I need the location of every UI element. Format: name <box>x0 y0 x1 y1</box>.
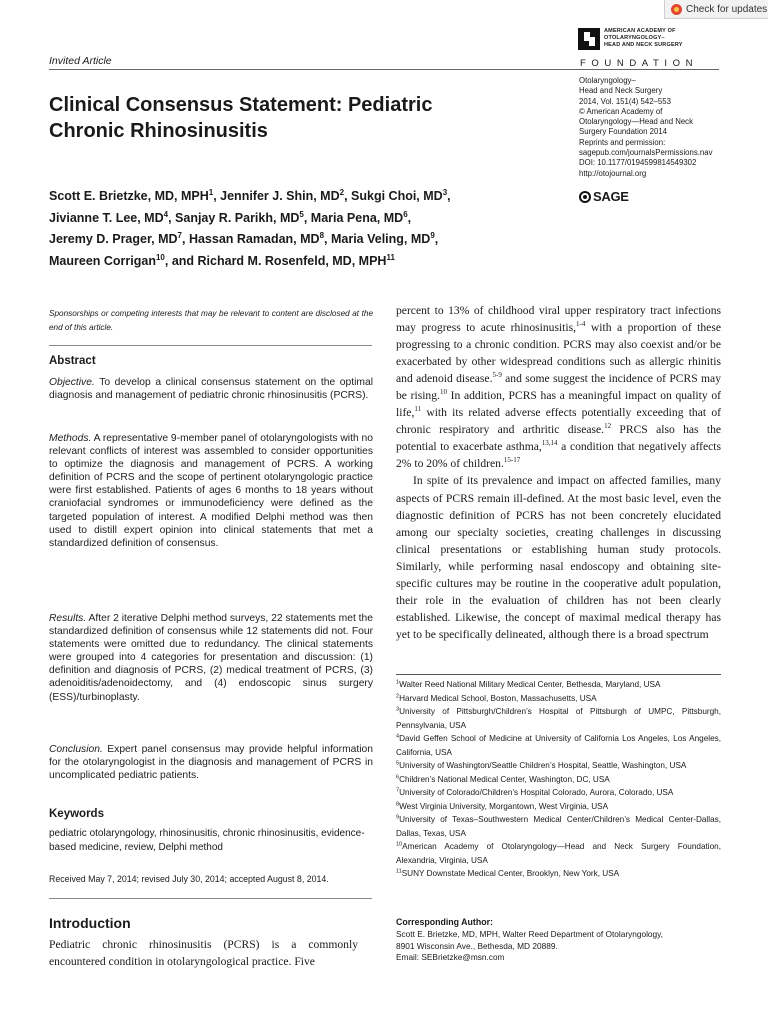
introduction-text: Pediatric chronic rhinosinusitis (PCRS) is a commonly encountered condition in otolaryngological practice. Five <box>49 938 358 968</box>
divider <box>49 345 372 346</box>
author-list: Scott E. Brietzke, MD, MPH$^1$, Jennifer J. Shin, $MD^2$, Sukgi Choi, $MD^3$, Jivianne T. Lee, $MD^4$, Sanjay R. Parikh, $MD^5$, Maria Pena, $MD^6$, Jeremy D. Prager, $MD^7$, Hassan Ramadan, $MD^8$, Maria Veling, $MD^9$, Maureen Corrigan$^{10}$, and Richard M. Rosenfeld, MD, MPH$^{11}$ <box>49 188 451 269</box>
journal-line-2: Head and Neck Surgery <box>579 86 663 96</box>
affiliations-rule <box>396 674 721 675</box>
author: Jeremy D. Prager, MD <box>49 232 178 247</box>
check-for-updates-button[interactable] <box>664 0 768 19</box>
affiliation-item: $^7$University of Colorado/Children’s Hospital Colorado, Aurora, Colorado, USA <box>396 787 674 797</box>
copyright-line-3: Surgery Foundation 2014 <box>579 127 667 137</box>
copyright-line-1: © American Academy of <box>579 106 663 116</box>
abstract-heading: Abstract <box>49 355 96 367</box>
author: Maureen Corrigan <box>49 254 156 269</box>
keywords-list: pediatric otolaryngology, rhinosinusitis, chronic rhinosinusitis, evidence-based medicine, review, Delphi method <box>49 828 365 853</box>
abstract-conclusion: Conclusion. Expert panel consensus may provide helpful information for the otolaryngologist in the diagnosis and management of PCRS in uncomplicated pediatric patients. <box>49 744 373 782</box>
check-for-updates-label: Check for updates <box>686 3 768 15</box>
academy-logo-icon <box>578 28 600 50</box>
sage-logo <box>579 189 629 204</box>
abstract-objective: Objective. To develop a clinical consensus statement on the optimal diagnosis and management of pediatric chronic rhinosinusitis (PCRS). <box>49 377 373 402</box>
affiliation-item: $^5$University of Washington/Seattle Children’s Hospital, Seattle, Washington, USA <box>396 760 687 770</box>
journal-line-1: Otolaryngology– <box>579 76 636 85</box>
corresponding-author-label: Corresponding Author: <box>396 917 493 927</box>
author: Maria Pena, MD <box>310 210 404 225</box>
publication-info <box>579 76 729 179</box>
author: Richard M. Rosenfeld, MD, MPH <box>197 254 387 269</box>
sponsorship-note: Sponsorships or competing interests that may be relevant to content are disclosed at the end of this article. <box>49 309 373 332</box>
doi-link[interactable]: DOI: 10.1177/0194599814549302 <box>579 158 697 168</box>
received-dates: Received May 7, 2014; revised July 30, 2014; accepted August 8, 2014. <box>49 874 329 884</box>
corresponding-author: Corresponding Author: Scott E. Brietzke, MD, MPH, Walter Reed Department of Otolaryngology, 8901 Wisconsin Ave., Bethesda, MD 20889. Email: SEBrietzke@msn.com <box>396 917 721 964</box>
affiliation-item: $^9$University of Texas–Southwestern Medical Center/Children’s Medical Center-Dallas, Dallas, Texas, USA <box>396 814 721 838</box>
reprints-line: Reprints and permission: <box>579 137 666 147</box>
author: Hassan Ramadan, MD <box>188 232 320 247</box>
author: Maria Veling, MD <box>330 232 431 247</box>
sage-wordmark: SAGE <box>593 189 629 204</box>
introduction-heading: Introduction <box>49 915 131 931</box>
body-text-right <box>396 302 721 643</box>
body-paragraph-2: In spite of its prevalence and impact on affected families, many aspects of PCRS remain ill-defined. At the most basic level, even the diagnostic definition of PCRS has not been concretely elucidated among our specialty societies, creating challenges in discussing clinical presentations or establishing human study protocols. Similarly, while performing nasal endoscopy and obtaining site-specific cultures may be routine in the cooperative adult population, their role in the evaluation of children has not been clearly established. Likewise, the concept of maximal medical therapy has yet to be specifically delineated, although there is a broad spectrum <box>396 474 721 641</box>
abstract-results: Results. After 2 iterative Delphi method surveys, 22 statements met the standardized definition of consensus while 12 statements did not. Four statements were omitted due to redundancy. The clinical statements were grouped into 4 categories for presentation and discussion: (1) definition and diagnosis of PCRS, (2) medical treatment of PCRS, (3) adenoiditis/adenoidectomy, and (4) endoscopic sinus surgery (ESS)/turbinoplasty. <box>49 613 373 703</box>
author: Scott E. Brietzke, MD, MPH <box>49 189 209 204</box>
author-email-link[interactable]: Email: SEBrietzke@msn.com <box>396 952 505 963</box>
author: Jennifer J. Shin, MD <box>220 189 340 204</box>
affiliation-item: $^{10}$American Academy of Otolaryngology—Head and Neck Surgery Foundation, Alexandria, Virginia, USA <box>396 841 721 865</box>
permissions-link[interactable]: sagepub.com/journalsPermissions.nav <box>579 148 713 158</box>
author: Sanjay R. Parikh, MD <box>175 210 300 225</box>
affiliations-list <box>396 678 721 881</box>
volume-line: 2014, Vol. 151(4) 542–553 <box>579 96 671 106</box>
crossmark-icon <box>671 4 682 15</box>
body-paragraph-1: percent to 13% of childhood viral upper respiratory tract infections may progress to acute rhinosinusitis,$^{1-4}$ with a proportion of these progressing to a chronic condition. PCRS may also coexist and/or be exacerbated by other widespread conditions such as allergic rhinitis and adenoid disease.$^{5-9}$ and some suggest the incidence of PCRS may be rising.$^{10}$ In addition, PCRS has a meaningful impact on quality of life,$^{11}$ with its related adverse effects potentially exceeding that of chronic respiratory and arthritic disease.$^{12}$ PRCS also has the potential to exacerbate asthma,$^{13,14}$ a condition that negatively affects 2% to 20% of children.$^{15-17}$ <box>396 304 722 471</box>
keywords-heading: Keywords <box>49 808 104 820</box>
sage-icon <box>579 191 591 203</box>
affiliation-item: $^2$Harvard Medical School, Boston, Massachusetts, USA <box>396 692 597 703</box>
abstract-methods: Methods. A representative 9-member panel of otolaryngologists with no relevant conflicts of interest was assembled to consider opportunities to optimize the diagnosis and management of PCRS. A working definition of PCRS and the scope of pertinent otolaryngologic practice were first established. Patients of ages 6 months to 18 years without craniofacial syndromes or immunodeficiency were defined as the targeted population of interest. A modified Delphi method was then used to distill expert opinion into clinical statements that met a standardized definition of consensus. <box>49 433 373 549</box>
divider <box>49 898 372 899</box>
logo-foundation-word: FOUNDATION <box>580 58 699 69</box>
affiliation-item: $^6$Children’s National Medical Center, Washington, DC, USA <box>396 773 610 784</box>
journal-url-link[interactable]: http://otojournal.org <box>579 168 647 178</box>
affiliation-item: $^8$West Virginia University, Morgantown, West Virginia, USA <box>396 800 609 811</box>
affiliation-item: $^4$David Geffen School of Medicine at University of California Los Angeles, Los Angeles, California, USA <box>396 733 721 757</box>
article-type: Invited Article <box>49 55 112 67</box>
logo-org-name: AMERICAN ACADEMY OF OTOLARYNGOLOGY– HEAD AND NECK SURGERY <box>604 28 683 48</box>
author: Sukgi Choi, MD <box>351 189 443 204</box>
affiliation-item: $^{11}$SUNY Downstate Medical Center, Brooklyn, New York, USA <box>396 868 620 878</box>
author: Jivianne T. Lee, MD <box>49 210 164 225</box>
copyright-line-2: Otolaryngology—Head and Neck <box>579 117 693 127</box>
header-rule <box>49 69 719 70</box>
article-title: Clinical Consensus Statement: Pediatric Chronic Rhinosinusitis <box>49 94 433 142</box>
affiliation-item: $^1$Walter Reed National Military Medical Center, Bethesda, Maryland, USA <box>396 679 661 689</box>
affiliation-item: $^3$University of Pittsburgh/Children’s Hospital of Pittsburgh of UMPC, Pittsburgh, Pennsylvania, USA <box>396 706 721 730</box>
